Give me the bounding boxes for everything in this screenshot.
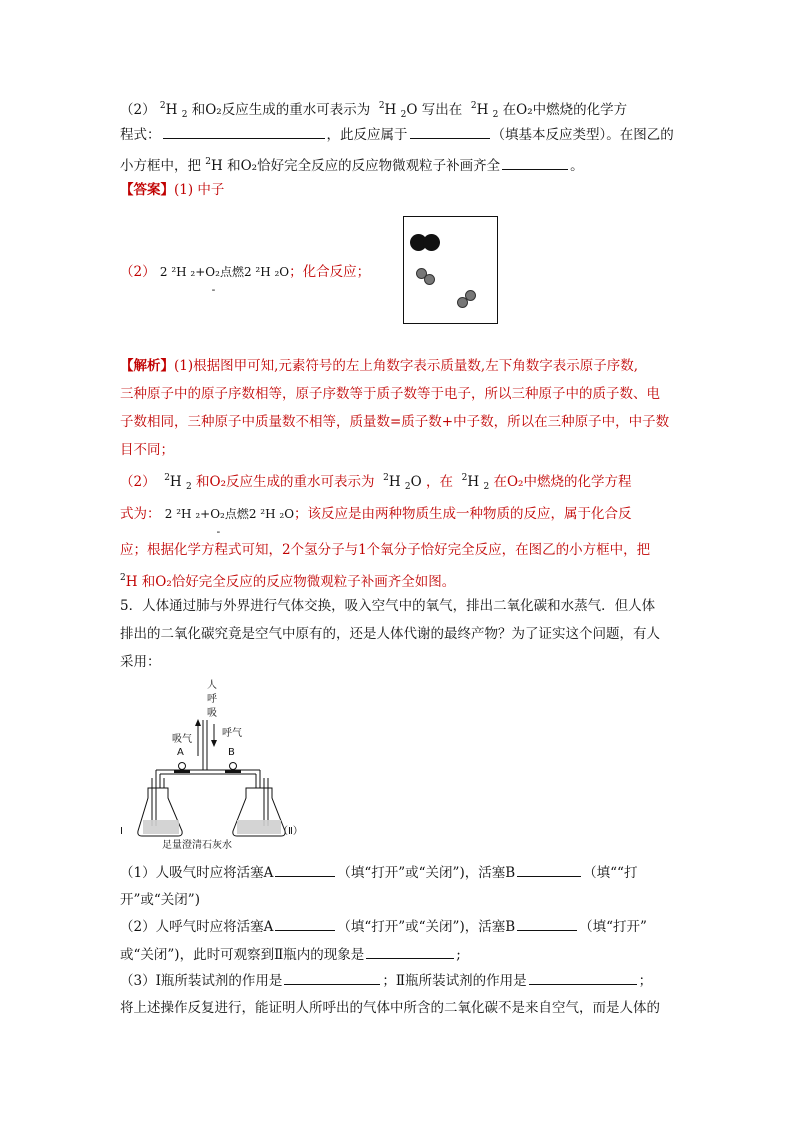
q2-line-3: [120, 152, 584, 176]
q5-text: 或“关闭”)，此时可观察到Ⅱ瓶内的现象是: [120, 947, 365, 963]
q2-text: （填基本反应类型）。在图乙的: [491, 127, 674, 143]
answer-blank[interactable]: [275, 916, 335, 931]
answer-line-2: [120, 262, 370, 282]
q2-number: （2）: [120, 102, 156, 118]
q5-sub3-line-2: [120, 998, 660, 1018]
q2-text: 在O₂中燃烧的化学方: [502, 102, 628, 118]
q5-text: （填“打开”或“关闭”)，活塞B: [337, 865, 516, 881]
q5-text: （3）Ⅰ瓶所装试剂的作用是: [120, 973, 283, 989]
diagram-label-xi: 吸: [207, 708, 217, 719]
iso-sub: 2: [483, 482, 490, 492]
iso-sub: 2: [181, 110, 188, 120]
flask-1-label: Ⅰ: [120, 826, 123, 837]
q5-text: （填“打开”: [579, 919, 647, 935]
q5-text: 排出的二氧化碳究竟是空气中原有的，还是人体代谢的最终产物？为了证实这个问题，有人: [120, 626, 660, 642]
q5-line-1: [120, 596, 655, 616]
iso-el: H: [388, 474, 401, 490]
q5-text: （填“打开”或“关闭”)，活塞B: [337, 919, 516, 935]
iso-sup: 2: [378, 101, 385, 111]
valve-b-icon[interactable]: [230, 763, 237, 770]
analysis-line-4: [120, 440, 174, 460]
analysis-text: 三种原子中的原子序数相等，原子序数等于质子数等于电子，所以三种原子中的质子数、电: [120, 386, 660, 402]
inhale-arrow-head-icon: [195, 719, 201, 726]
analysis-text: （2）: [120, 474, 156, 490]
analysis-tag: 【解析】: [120, 358, 174, 374]
iso-sup: 2: [383, 473, 389, 483]
analysis-text: 应；根据化学方程式可知，2个氢分子与1个氧分子恰好完全反应，在图乙的小方框中，把: [120, 542, 651, 558]
q5-text: ；: [638, 973, 653, 989]
analysis-text: 在O₂中燃烧的化学方程: [493, 474, 632, 490]
analysis-line-6: [120, 504, 632, 524]
q5-text: （2）人呼气时应将活塞A: [120, 919, 274, 935]
answer-blank[interactable]: [275, 862, 335, 877]
q5-line-2: [120, 624, 660, 644]
valve-a-label: A: [177, 747, 184, 758]
molecule-diagram-box: [403, 216, 498, 324]
q5-text: 开”或“关闭”): [120, 892, 200, 908]
limewater-2: [237, 820, 281, 834]
q2-text: 程式：: [120, 127, 161, 143]
answer-blank[interactable]: [163, 124, 325, 139]
q2-line-2: [120, 124, 674, 145]
answer-blank[interactable]: [410, 124, 490, 139]
reagent-label: 足量澄清石灰水: [162, 840, 232, 851]
analysis-text: 式为：: [120, 506, 161, 522]
iso-sup: 2: [470, 101, 477, 111]
iso-sup: 2: [164, 473, 170, 483]
iso-sub: 2: [404, 482, 411, 492]
diagram-label-hu: 呼: [207, 694, 217, 705]
q2-text: H 和O₂恰好完全反应的反应物微观粒子补画齐全: [211, 158, 501, 174]
iso-el: H: [384, 102, 397, 118]
iso-sub: 2: [400, 110, 407, 120]
valve-a-icon[interactable]: [179, 763, 186, 770]
limewater-1: [143, 820, 179, 834]
q2-text: 小方框中，把: [120, 158, 201, 174]
iso-sup: 2: [120, 573, 126, 583]
iso-sup: 2: [461, 473, 468, 483]
equation: 2 ²H ₂+O₂点燃2 ²H ₂O -: [160, 265, 289, 279]
q5-text: 采用：: [120, 654, 161, 670]
answer-blank[interactable]: [502, 155, 568, 170]
analysis-text: ；该反应是由两种物质生成一种物质的反应，属于化合反: [294, 506, 632, 522]
valve-b-label: B: [228, 747, 235, 758]
answer-2-suffix: ；化合反应；: [289, 264, 371, 280]
equation: 2 ²H ₂+O₂点燃2 ²H ₂O -: [165, 507, 294, 521]
answer-blank[interactable]: [366, 944, 454, 959]
flask-2-label: （Ⅱ）: [278, 826, 303, 837]
q2-text: 。: [570, 158, 584, 174]
analysis-text: ，在: [426, 474, 454, 490]
analysis-text: H 和O₂恰好完全反应的反应物微观粒子补画齐全如图。: [125, 574, 456, 590]
analysis-line-2: [120, 384, 660, 404]
q5-sub2-line-1: [120, 916, 647, 937]
exhale-label: 呼气: [222, 728, 242, 739]
exhale-arrow-head-icon: [211, 740, 217, 747]
q5-text: （1）人吸气时应将活塞A: [120, 865, 274, 881]
hydrogen-atom-icon: [465, 290, 476, 301]
hydrogen-atom-icon: [424, 274, 435, 285]
q5-text: ；Ⅱ瓶所装试剂的作用是: [382, 973, 527, 989]
answer-blank[interactable]: [517, 916, 577, 931]
analysis-line-5: [120, 468, 631, 497]
q5-text: ;: [456, 947, 461, 963]
q5-text: 将上述操作反复进行，能证明人所呼出的气体中所含的二氧化碳不是来自空气，而是人体的: [120, 1000, 660, 1016]
q2-text: ，此反应属于: [326, 127, 408, 143]
analysis-line-3: [120, 412, 669, 432]
answer-2-prefix: （2）: [120, 264, 156, 280]
q2-text: 写出在: [421, 102, 463, 118]
analysis-line-7: [120, 540, 650, 560]
answer-tag: 【答案】: [120, 182, 174, 198]
q2-text: 和O₂反应生成的重水可表示为: [191, 102, 371, 118]
iso-el: H: [169, 474, 182, 490]
q5-sub3-line-1: [120, 970, 652, 991]
analysis-text: 子数相同，三种原子中质量数不相等，质量数=质子数+中子数，所以在三种原子中，中子数: [120, 414, 670, 430]
iso-sup: 2: [159, 101, 166, 111]
q5-sub2-line-2: [120, 944, 461, 965]
analysis-text: 目不同；: [120, 442, 174, 458]
q5-sub1-line-1: [120, 862, 637, 883]
oxygen-atom-icon: [423, 234, 440, 251]
analysis-text: 和O₂反应生成的重水可表示为: [196, 474, 375, 490]
inhale-label: 吸气: [172, 734, 192, 745]
breathing-apparatus-diagram: [120, 676, 310, 851]
q5-text: （填““打: [583, 865, 638, 881]
iso-sub: 2: [492, 110, 499, 120]
iso-el: H: [165, 102, 178, 118]
answer-blank[interactable]: [284, 970, 380, 985]
q2-line-1: [120, 96, 627, 125]
q5-sub1-line-2: [120, 890, 200, 910]
iso-sub: 2: [186, 482, 192, 492]
answer-1: (1) 中子: [174, 182, 225, 198]
analysis-line-8: [120, 568, 455, 592]
iso-el: H: [467, 474, 480, 490]
iso-sup: 2: [205, 157, 212, 167]
answer-blank[interactable]: [517, 862, 581, 877]
answer-line-1: [120, 180, 224, 200]
q5-text: 5．人体通过肺与外界进行气体交换，吸入空气中的氧气，排出二氧化碳和水蒸气．但人体: [120, 598, 656, 614]
iso-el: H: [476, 102, 489, 118]
diagram-label-ren: 人: [207, 680, 217, 691]
iso-el: O: [406, 102, 418, 118]
q5-line-3: [120, 652, 161, 672]
iso-el: O: [410, 474, 422, 490]
analysis-text: (1)根据图甲可知,元素符号的左上角数字表示质量数,左下角数字表示原子序数,: [174, 358, 638, 374]
analysis-line-1: [120, 356, 638, 376]
answer-blank[interactable]: [529, 970, 637, 985]
